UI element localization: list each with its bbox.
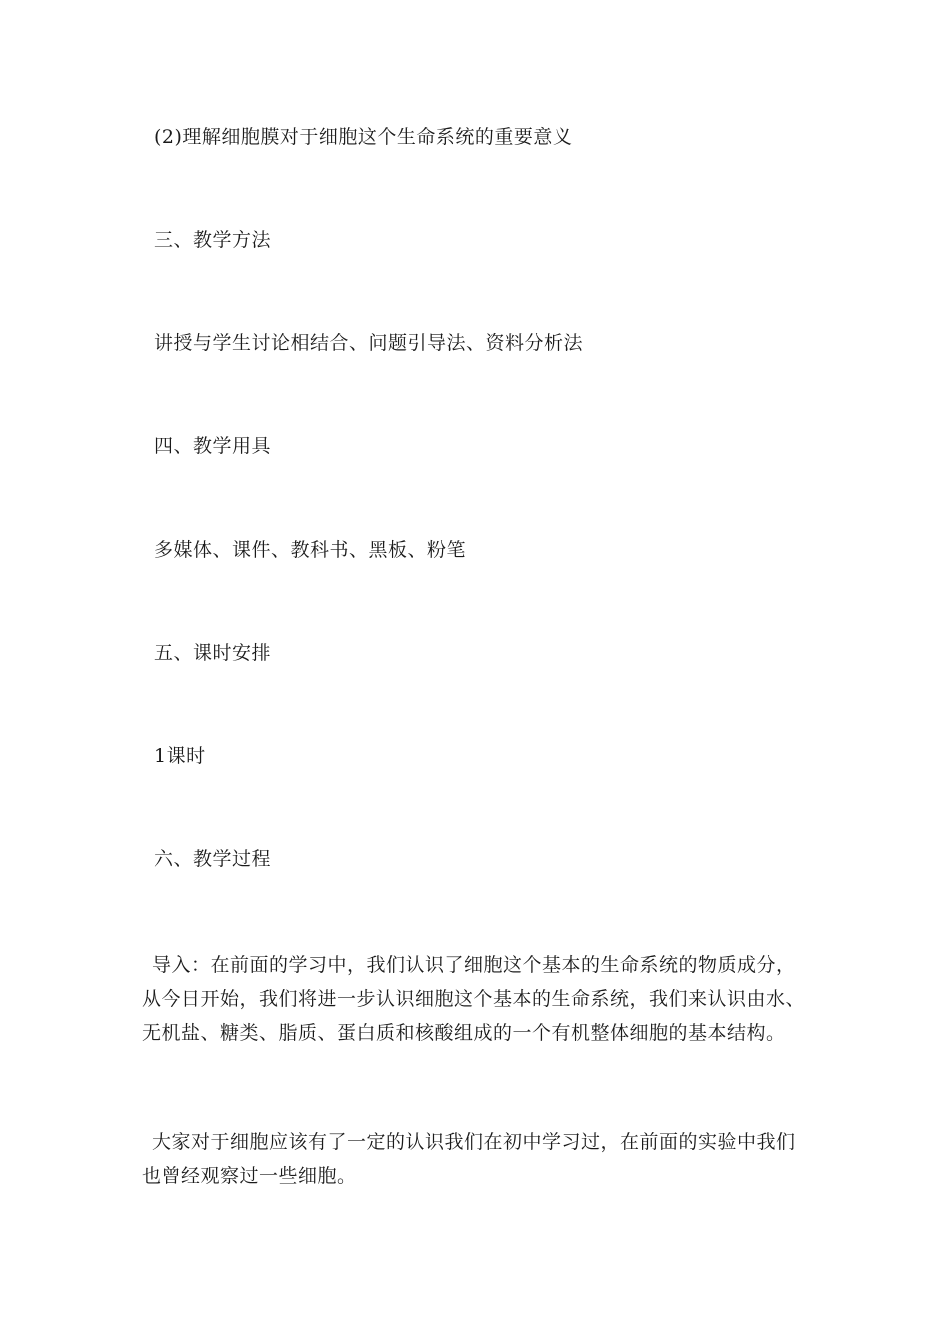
intro-paragraph xyxy=(142,948,814,1050)
cell-knowledge-paragraph xyxy=(142,1125,814,1193)
class-hours-text: 1课时 xyxy=(154,745,206,767)
teaching-method-text: 讲授与学生讨论相结合、问题引导法、资料分析法 xyxy=(154,332,584,354)
section-heading-teaching-tools: 四、教学用具 xyxy=(154,435,272,457)
section-heading-teaching-process: 六、教学过程 xyxy=(154,848,272,870)
teaching-tools-text: 多媒体、课件、教科书、黑板、粉笔 xyxy=(154,539,467,561)
section-heading-teaching-method: 三、教学方法 xyxy=(154,229,272,251)
objective-line: (2)理解细胞膜对于细胞这个生命系统的重要意义 xyxy=(154,126,573,148)
section-heading-class-hours: 五、课时安排 xyxy=(154,642,272,664)
intro-paragraph-text: 导入：在前面的学习中，我们认识了细胞这个基本的生命系统的物质成分，从今日开始，我们将进一步认识细胞这个基本的生命系统，我们来认识由水、无机盐、糖类、脂质、蛋白质和核酸组成的一个有机整体细胞的基本结构。 xyxy=(142,954,806,1044)
cell-knowledge-paragraph-text: 大家对于细胞应该有了一定的认识我们在初中学习过，在前面的实验中我们也曾经观察过一些细胞。 xyxy=(142,1131,796,1187)
